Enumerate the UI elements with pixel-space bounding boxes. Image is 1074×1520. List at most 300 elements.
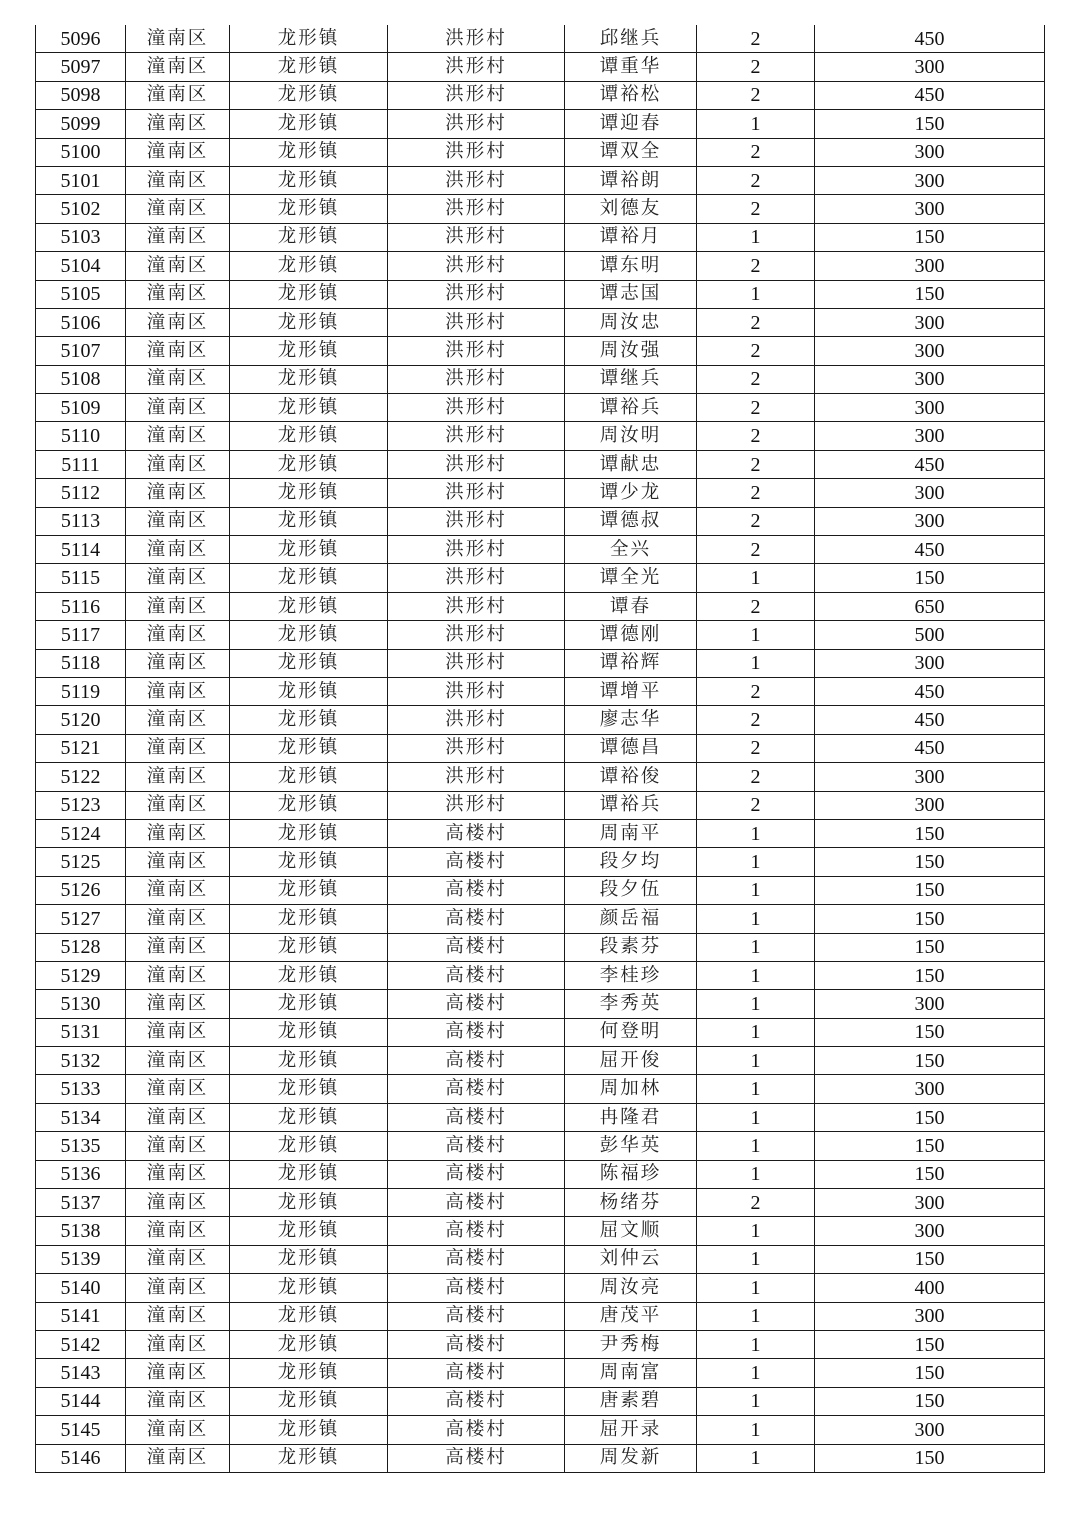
town-cell: 龙形镇: [230, 876, 388, 904]
table-row: [36, 1245, 1045, 1273]
town-cell: 龙形镇: [230, 1245, 388, 1273]
name-cell: 谭裕兵: [565, 791, 697, 819]
town-cell: 龙形镇: [230, 905, 388, 933]
amount-cell: 650: [815, 592, 1045, 620]
name-cell: 谭增平: [565, 677, 697, 705]
seq-cell: 5117: [36, 621, 126, 649]
district-cell: 潼南区: [126, 876, 230, 904]
village-cell: 洪形村: [388, 138, 565, 166]
count-cell: 2: [697, 677, 815, 705]
amount-cell: 450: [815, 536, 1045, 564]
name-cell: 廖志华: [565, 706, 697, 734]
name-cell: 谭裕辉: [565, 649, 697, 677]
seq-cell: 5132: [36, 1047, 126, 1075]
table-row: [36, 365, 1045, 393]
count-cell: 1: [697, 1160, 815, 1188]
count-cell: 2: [697, 138, 815, 166]
town-cell: 龙形镇: [230, 677, 388, 705]
amount-cell: 300: [815, 422, 1045, 450]
count-cell: 1: [697, 876, 815, 904]
amount-cell: 150: [815, 1132, 1045, 1160]
town-cell: 龙形镇: [230, 81, 388, 109]
village-cell: 高楼村: [388, 1132, 565, 1160]
amount-cell: 150: [815, 1387, 1045, 1415]
town-cell: 龙形镇: [230, 564, 388, 592]
village-cell: 高楼村: [388, 1245, 565, 1273]
village-cell: 高楼村: [388, 990, 565, 1018]
town-cell: 龙形镇: [230, 819, 388, 847]
count-cell: 1: [697, 1416, 815, 1444]
name-cell: 谭献忠: [565, 450, 697, 478]
amount-cell: 300: [815, 337, 1045, 365]
table-row: [36, 1330, 1045, 1358]
town-cell: 龙形镇: [230, 138, 388, 166]
town-cell: 龙形镇: [230, 763, 388, 791]
village-cell: 高楼村: [388, 1444, 565, 1472]
count-cell: 2: [697, 394, 815, 422]
town-cell: 龙形镇: [230, 337, 388, 365]
seq-cell: 5101: [36, 166, 126, 194]
amount-cell: 300: [815, 166, 1045, 194]
town-cell: 龙形镇: [230, 1160, 388, 1188]
amount-cell: 150: [815, 933, 1045, 961]
name-cell: 谭少龙: [565, 479, 697, 507]
table-row: [36, 706, 1045, 734]
town-cell: 龙形镇: [230, 280, 388, 308]
table-row: [36, 479, 1045, 507]
seq-cell: 5131: [36, 1018, 126, 1046]
village-cell: 洪形村: [388, 166, 565, 194]
count-cell: 1: [697, 110, 815, 138]
table-row: [36, 422, 1045, 450]
village-cell: 高楼村: [388, 1330, 565, 1358]
count-cell: 2: [697, 308, 815, 336]
village-cell: 洪形村: [388, 479, 565, 507]
village-cell: 洪形村: [388, 507, 565, 535]
village-cell: 高楼村: [388, 1189, 565, 1217]
table-row: [36, 308, 1045, 336]
district-cell: 潼南区: [126, 1245, 230, 1273]
village-cell: 洪形村: [388, 308, 565, 336]
district-cell: 潼南区: [126, 1444, 230, 1472]
village-cell: 洪形村: [388, 53, 565, 81]
name-cell: 段夕均: [565, 848, 697, 876]
town-cell: 龙形镇: [230, 933, 388, 961]
name-cell: 谭双全: [565, 138, 697, 166]
name-cell: 邱继兵: [565, 25, 697, 53]
amount-cell: 150: [815, 1103, 1045, 1131]
table-row: [36, 876, 1045, 904]
name-cell: 谭裕月: [565, 223, 697, 251]
seq-cell: 5142: [36, 1330, 126, 1358]
amount-cell: 400: [815, 1274, 1045, 1302]
district-cell: 潼南区: [126, 990, 230, 1018]
seq-cell: 5119: [36, 677, 126, 705]
amount-cell: 300: [815, 195, 1045, 223]
village-cell: 洪形村: [388, 621, 565, 649]
amount-cell: 150: [815, 1245, 1045, 1273]
table-row: [36, 933, 1045, 961]
table-row: [36, 649, 1045, 677]
seq-cell: 5121: [36, 734, 126, 762]
town-cell: 龙形镇: [230, 1274, 388, 1302]
district-cell: 潼南区: [126, 961, 230, 989]
name-cell: 谭裕朗: [565, 166, 697, 194]
village-cell: 高楼村: [388, 1075, 565, 1103]
village-cell: 洪形村: [388, 280, 565, 308]
district-cell: 潼南区: [126, 507, 230, 535]
amount-cell: 300: [815, 507, 1045, 535]
village-cell: 洪形村: [388, 223, 565, 251]
village-cell: 高楼村: [388, 1387, 565, 1415]
name-cell: 谭裕兵: [565, 394, 697, 422]
district-cell: 潼南区: [126, 1330, 230, 1358]
village-cell: 高楼村: [388, 933, 565, 961]
town-cell: 龙形镇: [230, 1330, 388, 1358]
count-cell: 2: [697, 166, 815, 194]
district-cell: 潼南区: [126, 734, 230, 762]
count-cell: 1: [697, 1217, 815, 1245]
town-cell: 龙形镇: [230, 592, 388, 620]
amount-cell: 150: [815, 876, 1045, 904]
village-cell: 高楼村: [388, 1103, 565, 1131]
table-row: [36, 791, 1045, 819]
seq-cell: 5134: [36, 1103, 126, 1131]
table-row: [36, 252, 1045, 280]
town-cell: 龙形镇: [230, 1217, 388, 1245]
town-cell: 龙形镇: [230, 195, 388, 223]
village-cell: 洪形村: [388, 422, 565, 450]
count-cell: 1: [697, 848, 815, 876]
amount-cell: 150: [815, 280, 1045, 308]
town-cell: 龙形镇: [230, 1132, 388, 1160]
count-cell: 2: [697, 81, 815, 109]
seq-cell: 5116: [36, 592, 126, 620]
district-cell: 潼南区: [126, 53, 230, 81]
amount-cell: 500: [815, 621, 1045, 649]
name-cell: 颜岳福: [565, 905, 697, 933]
village-cell: 洪形村: [388, 394, 565, 422]
amount-cell: 450: [815, 706, 1045, 734]
table-row: [36, 905, 1045, 933]
amount-cell: 300: [815, 791, 1045, 819]
table-row: [36, 536, 1045, 564]
village-cell: 洪形村: [388, 450, 565, 478]
seq-cell: 5114: [36, 536, 126, 564]
seq-cell: 5107: [36, 337, 126, 365]
district-cell: 潼南区: [126, 110, 230, 138]
count-cell: 2: [697, 53, 815, 81]
seq-cell: 5102: [36, 195, 126, 223]
seq-cell: 5140: [36, 1274, 126, 1302]
name-cell: 谭东明: [565, 252, 697, 280]
count-cell: 1: [697, 819, 815, 847]
town-cell: 龙形镇: [230, 734, 388, 762]
name-cell: 尹秀梅: [565, 1330, 697, 1358]
amount-cell: 300: [815, 365, 1045, 393]
name-cell: 陈福珍: [565, 1160, 697, 1188]
village-cell: 洪形村: [388, 25, 565, 53]
table-row: [36, 1302, 1045, 1330]
seq-cell: 5130: [36, 990, 126, 1018]
seq-cell: 5108: [36, 365, 126, 393]
district-cell: 潼南区: [126, 166, 230, 194]
seq-cell: 5144: [36, 1387, 126, 1415]
table-row: [36, 166, 1045, 194]
district-cell: 潼南区: [126, 223, 230, 251]
count-cell: 2: [697, 507, 815, 535]
table-row: [36, 564, 1045, 592]
name-cell: 谭重华: [565, 53, 697, 81]
amount-cell: 300: [815, 1217, 1045, 1245]
amount-cell: 150: [815, 1047, 1045, 1075]
seq-cell: 5136: [36, 1160, 126, 1188]
district-cell: 潼南区: [126, 592, 230, 620]
table-row: [36, 1387, 1045, 1415]
name-cell: 周南富: [565, 1359, 697, 1387]
table-row: [36, 1359, 1045, 1387]
count-cell: 2: [697, 734, 815, 762]
seq-cell: 5105: [36, 280, 126, 308]
name-cell: 刘德友: [565, 195, 697, 223]
name-cell: 谭迎春: [565, 110, 697, 138]
seq-cell: 5139: [36, 1245, 126, 1273]
amount-cell: 300: [815, 252, 1045, 280]
town-cell: 龙形镇: [230, 53, 388, 81]
district-cell: 潼南区: [126, 1359, 230, 1387]
town-cell: 龙形镇: [230, 479, 388, 507]
town-cell: 龙形镇: [230, 166, 388, 194]
count-cell: 2: [697, 536, 815, 564]
table-row: [36, 280, 1045, 308]
amount-cell: 450: [815, 25, 1045, 53]
table-row: [36, 450, 1045, 478]
count-cell: 1: [697, 1302, 815, 1330]
seq-cell: 5128: [36, 933, 126, 961]
amount-cell: 150: [815, 848, 1045, 876]
district-cell: 潼南区: [126, 337, 230, 365]
name-cell: 周汝强: [565, 337, 697, 365]
village-cell: 洪形村: [388, 677, 565, 705]
town-cell: 龙形镇: [230, 961, 388, 989]
amount-cell: 450: [815, 677, 1045, 705]
village-cell: 高楼村: [388, 905, 565, 933]
table-row: [36, 1217, 1045, 1245]
district-cell: 潼南区: [126, 252, 230, 280]
name-cell: 唐素碧: [565, 1387, 697, 1415]
town-cell: 龙形镇: [230, 507, 388, 535]
village-cell: 洪形村: [388, 649, 565, 677]
table-row: [36, 53, 1045, 81]
amount-cell: 300: [815, 649, 1045, 677]
seq-cell: 5100: [36, 138, 126, 166]
table-row: [36, 1416, 1045, 1444]
district-cell: 潼南区: [126, 365, 230, 393]
count-cell: 2: [697, 365, 815, 393]
seq-cell: 5146: [36, 1444, 126, 1472]
district-cell: 潼南区: [126, 791, 230, 819]
name-cell: 刘仲云: [565, 1245, 697, 1273]
table-row: [36, 734, 1045, 762]
count-cell: 1: [697, 1132, 815, 1160]
seq-cell: 5112: [36, 479, 126, 507]
name-cell: 周汝忠: [565, 308, 697, 336]
count-cell: 2: [697, 337, 815, 365]
table-row: [36, 763, 1045, 791]
amount-cell: 300: [815, 479, 1045, 507]
district-cell: 潼南区: [126, 1416, 230, 1444]
seq-cell: 5103: [36, 223, 126, 251]
table-row: [36, 1075, 1045, 1103]
seq-cell: 5138: [36, 1217, 126, 1245]
village-cell: 高楼村: [388, 1018, 565, 1046]
town-cell: 龙形镇: [230, 791, 388, 819]
district-cell: 潼南区: [126, 308, 230, 336]
town-cell: 龙形镇: [230, 848, 388, 876]
village-cell: 高楼村: [388, 1302, 565, 1330]
table-row: [36, 961, 1045, 989]
seq-cell: 5120: [36, 706, 126, 734]
seq-cell: 5122: [36, 763, 126, 791]
table-row: [36, 195, 1045, 223]
table-row: [36, 819, 1045, 847]
table-row: [36, 848, 1045, 876]
village-cell: 高楼村: [388, 1047, 565, 1075]
count-cell: 2: [697, 706, 815, 734]
district-cell: 潼南区: [126, 81, 230, 109]
count-cell: 2: [697, 763, 815, 791]
name-cell: 周汝明: [565, 422, 697, 450]
town-cell: 龙形镇: [230, 536, 388, 564]
village-cell: 洪形村: [388, 536, 565, 564]
table-row: [36, 81, 1045, 109]
district-cell: 潼南区: [126, 677, 230, 705]
village-cell: 洪形村: [388, 734, 565, 762]
amount-cell: 150: [815, 961, 1045, 989]
name-cell: 周南平: [565, 819, 697, 847]
district-cell: 潼南区: [126, 621, 230, 649]
table-row: [36, 1189, 1045, 1217]
table-row: [36, 1047, 1045, 1075]
count-cell: 1: [697, 649, 815, 677]
table-row: [36, 223, 1045, 251]
district-cell: 潼南区: [126, 1387, 230, 1415]
count-cell: 1: [697, 223, 815, 251]
district-cell: 潼南区: [126, 1018, 230, 1046]
count-cell: 1: [697, 905, 815, 933]
seq-cell: 5104: [36, 252, 126, 280]
district-cell: 潼南区: [126, 280, 230, 308]
district-cell: 潼南区: [126, 1103, 230, 1131]
count-cell: 1: [697, 1018, 815, 1046]
seq-cell: 5123: [36, 791, 126, 819]
name-cell: 李秀英: [565, 990, 697, 1018]
name-cell: 何登明: [565, 1018, 697, 1046]
village-cell: 洪形村: [388, 706, 565, 734]
amount-cell: 450: [815, 450, 1045, 478]
village-cell: 高楼村: [388, 876, 565, 904]
district-cell: 潼南区: [126, 422, 230, 450]
amount-cell: 150: [815, 819, 1045, 847]
count-cell: 2: [697, 252, 815, 280]
roster-table: [35, 25, 1045, 1473]
district-cell: 潼南区: [126, 905, 230, 933]
count-cell: 2: [697, 450, 815, 478]
village-cell: 洪形村: [388, 337, 565, 365]
count-cell: 1: [697, 280, 815, 308]
seq-cell: 5118: [36, 649, 126, 677]
seq-cell: 5106: [36, 308, 126, 336]
seq-cell: 5137: [36, 1189, 126, 1217]
district-cell: 潼南区: [126, 138, 230, 166]
amount-cell: 300: [815, 990, 1045, 1018]
seq-cell: 5099: [36, 110, 126, 138]
count-cell: 1: [697, 564, 815, 592]
district-cell: 潼南区: [126, 1132, 230, 1160]
town-cell: 龙形镇: [230, 252, 388, 280]
amount-cell: 150: [815, 1330, 1045, 1358]
town-cell: 龙形镇: [230, 1387, 388, 1415]
count-cell: 1: [697, 1444, 815, 1472]
town-cell: 龙形镇: [230, 1359, 388, 1387]
amount-cell: 300: [815, 394, 1045, 422]
seq-cell: 5135: [36, 1132, 126, 1160]
seq-cell: 5133: [36, 1075, 126, 1103]
table-row: [36, 25, 1045, 53]
count-cell: 2: [697, 422, 815, 450]
town-cell: 龙形镇: [230, 1103, 388, 1131]
village-cell: 洪形村: [388, 763, 565, 791]
count-cell: 2: [697, 592, 815, 620]
seq-cell: 5115: [36, 564, 126, 592]
name-cell: 周发新: [565, 1444, 697, 1472]
table-row: [36, 507, 1045, 535]
district-cell: 潼南区: [126, 564, 230, 592]
village-cell: 高楼村: [388, 1217, 565, 1245]
amount-cell: 300: [815, 1189, 1045, 1217]
count-cell: 1: [697, 1359, 815, 1387]
seq-cell: 5110: [36, 422, 126, 450]
village-cell: 洪形村: [388, 365, 565, 393]
amount-cell: 300: [815, 1075, 1045, 1103]
village-cell: 洪形村: [388, 791, 565, 819]
seq-cell: 5111: [36, 450, 126, 478]
count-cell: 1: [697, 990, 815, 1018]
name-cell: 杨绪芬: [565, 1189, 697, 1217]
amount-cell: 150: [815, 1160, 1045, 1188]
name-cell: 周加林: [565, 1075, 697, 1103]
town-cell: 龙形镇: [230, 1018, 388, 1046]
count-cell: 1: [697, 1274, 815, 1302]
district-cell: 潼南区: [126, 1274, 230, 1302]
name-cell: 段夕伍: [565, 876, 697, 904]
district-cell: 潼南区: [126, 1160, 230, 1188]
district-cell: 潼南区: [126, 479, 230, 507]
name-cell: 谭继兵: [565, 365, 697, 393]
table-row: [36, 1160, 1045, 1188]
name-cell: 周汝亮: [565, 1274, 697, 1302]
table-row: [36, 1018, 1045, 1046]
table-row: [36, 1274, 1045, 1302]
town-cell: 龙形镇: [230, 621, 388, 649]
table-row: [36, 592, 1045, 620]
village-cell: 高楼村: [388, 1274, 565, 1302]
name-cell: 谭德叔: [565, 507, 697, 535]
amount-cell: 150: [815, 1444, 1045, 1472]
table-row: [36, 1103, 1045, 1131]
name-cell: 谭志国: [565, 280, 697, 308]
town-cell: 龙形镇: [230, 706, 388, 734]
